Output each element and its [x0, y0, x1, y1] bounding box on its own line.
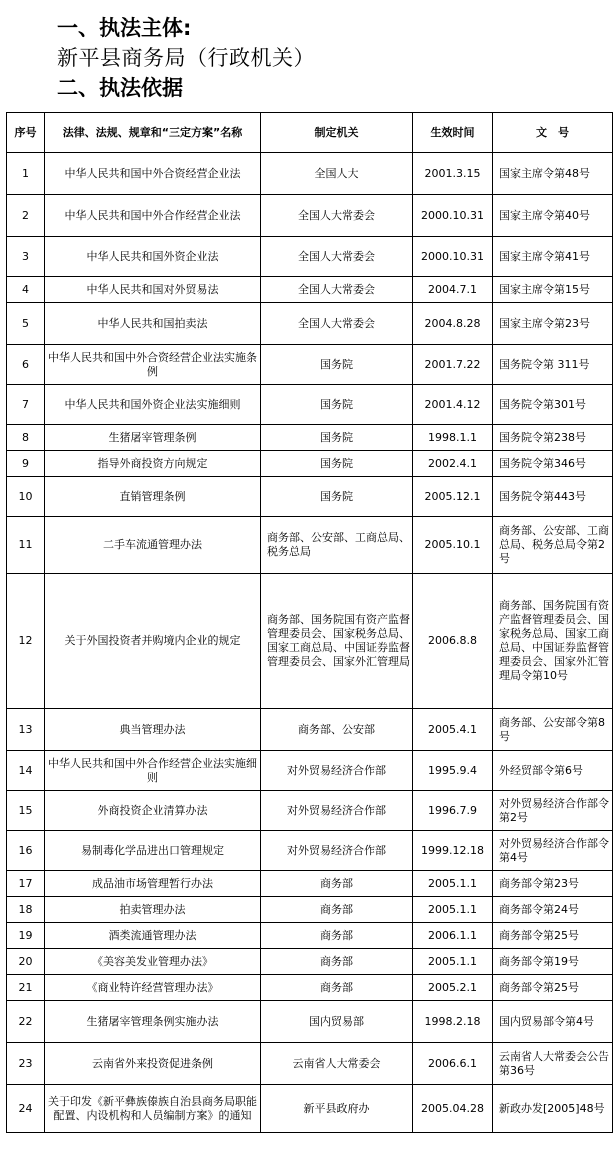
table-row [7, 791, 613, 831]
cell-no: 1 [7, 153, 45, 195]
cell-date: 2005.1.1 [413, 897, 493, 923]
cell-name: 《商业特许经营管理办法》 [45, 975, 261, 1001]
cell-no: 2 [7, 195, 45, 237]
cell-date: 1999.12.18 [413, 831, 493, 871]
cell-date: 1995.9.4 [413, 751, 493, 791]
table-row [7, 237, 613, 277]
cell-no: 13 [7, 709, 45, 751]
cell-doc: 对外贸易经济合作部令第4号 [493, 831, 613, 871]
cell-no: 4 [7, 277, 45, 303]
cell-no: 18 [7, 897, 45, 923]
cell-agency: 对外贸易经济合作部 [261, 751, 413, 791]
cell-date: 2005.12.1 [413, 477, 493, 517]
table-row [7, 303, 613, 345]
cell-doc: 国家主席令第15号 [493, 277, 613, 303]
cell-name: 外商投资企业清算办法 [45, 791, 261, 831]
cell-no: 23 [7, 1043, 45, 1085]
table-row [7, 949, 613, 975]
table-row [7, 1085, 613, 1133]
cell-no: 8 [7, 425, 45, 451]
cell-agency: 云南省人大常委会 [261, 1043, 413, 1085]
table-row [7, 1043, 613, 1085]
cell-name: 酒类流通管理办法 [45, 923, 261, 949]
cell-name: 中华人民共和国中外合资经营企业法 [45, 153, 261, 195]
cell-name: 指导外商投资方向规定 [45, 451, 261, 477]
cell-doc: 商务部令第19号 [493, 949, 613, 975]
cell-name: 生猪屠宰管理条例实施办法 [45, 1001, 261, 1043]
cell-date: 2005.1.1 [413, 949, 493, 975]
cell-no: 15 [7, 791, 45, 831]
cell-doc: 商务部、国务院国有资产监督管理委员会、国家税务总局、国家工商总局、中国证券监督管理委员会、国家外汇管理局令第10号 [493, 574, 613, 709]
cell-no: 10 [7, 477, 45, 517]
cell-doc: 商务部、公安部、工商总局、税务总局令第2号 [493, 517, 613, 574]
table-body [7, 153, 613, 1133]
cell-agency: 国务院 [261, 477, 413, 517]
cell-doc: 国务院令第301号 [493, 385, 613, 425]
cell-date: 2005.2.1 [413, 975, 493, 1001]
cell-doc: 国务院令第346号 [493, 451, 613, 477]
section-heading-enforcement-subject: 一、执法主体: [57, 16, 192, 40]
cell-agency: 国务院 [261, 385, 413, 425]
cell-date: 1998.1.1 [413, 425, 493, 451]
table-row [7, 425, 613, 451]
cell-doc: 商务部令第25号 [493, 923, 613, 949]
cell-no: 21 [7, 975, 45, 1001]
cell-date: 2001.7.22 [413, 345, 493, 385]
cell-name: 关于外国投资者并购境内企业的规定 [45, 574, 261, 709]
cell-agency: 全国人大常委会 [261, 303, 413, 345]
cell-name: 中华人民共和国拍卖法 [45, 303, 261, 345]
cell-name: 中华人民共和国中外合作经营企业法 [45, 195, 261, 237]
cell-name: 中华人民共和国外资企业法实施细则 [45, 385, 261, 425]
cell-doc: 国务院令第238号 [493, 425, 613, 451]
cell-date: 2001.4.12 [413, 385, 493, 425]
table-row [7, 975, 613, 1001]
cell-name: 《美容美发业管理办法》 [45, 949, 261, 975]
table-row [7, 153, 613, 195]
table-row [7, 751, 613, 791]
cell-doc: 新政办发[2005]48号 [493, 1085, 613, 1133]
table-row [7, 477, 613, 517]
cell-doc: 国家主席令第40号 [493, 195, 613, 237]
cell-date: 2000.10.31 [413, 195, 493, 237]
cell-name: 易制毒化学品进出口管理规定 [45, 831, 261, 871]
header-date: 生效时间 [413, 113, 493, 153]
cell-name: 关于印发《新平彝族傣族自治县商务局职能配置、内设机构和人员编制方案》的通知 [45, 1085, 261, 1133]
cell-no: 3 [7, 237, 45, 277]
cell-agency: 国内贸易部 [261, 1001, 413, 1043]
cell-agency: 国务院 [261, 451, 413, 477]
cell-date: 2005.4.1 [413, 709, 493, 751]
cell-date: 1998.2.18 [413, 1001, 493, 1043]
cell-no: 5 [7, 303, 45, 345]
cell-agency: 全国人大常委会 [261, 277, 413, 303]
cell-date: 2004.7.1 [413, 277, 493, 303]
cell-name: 二手车流通管理办法 [45, 517, 261, 574]
cell-agency: 全国人大 [261, 153, 413, 195]
cell-name: 生猪屠宰管理条例 [45, 425, 261, 451]
cell-doc: 商务部令第25号 [493, 975, 613, 1001]
cell-date: 2005.10.1 [413, 517, 493, 574]
cell-date: 2005.1.1 [413, 871, 493, 897]
table-row [7, 871, 613, 897]
cell-doc: 对外贸易经济合作部令第2号 [493, 791, 613, 831]
cell-name: 直销管理条例 [45, 477, 261, 517]
cell-agency: 商务部、公安部 [261, 709, 413, 751]
cell-agency: 全国人大常委会 [261, 195, 413, 237]
cell-no: 19 [7, 923, 45, 949]
header-no: 序号 [7, 113, 45, 153]
cell-doc: 外经贸部令第6号 [493, 751, 613, 791]
cell-no: 20 [7, 949, 45, 975]
table-row [7, 897, 613, 923]
header-name: 法律、法规、规章和“三定方案”名称 [45, 113, 261, 153]
cell-doc: 云南省人大常委会公告第36号 [493, 1043, 613, 1085]
cell-name: 中华人民共和国对外贸易法 [45, 277, 261, 303]
cell-no: 14 [7, 751, 45, 791]
cell-agency: 商务部 [261, 897, 413, 923]
header-agency: 制定机关 [261, 113, 413, 153]
header-doc: 文 号 [493, 113, 613, 153]
cell-agency: 国务院 [261, 345, 413, 385]
cell-doc: 商务部、公安部令第8号 [493, 709, 613, 751]
cell-agency: 国务院 [261, 425, 413, 451]
cell-name: 中华人民共和国中外合资经营企业法实施条例 [45, 345, 261, 385]
table-row [7, 574, 613, 709]
cell-date: 1996.7.9 [413, 791, 493, 831]
cell-doc: 国家主席令第41号 [493, 237, 613, 277]
cell-date: 2004.8.28 [413, 303, 493, 345]
cell-doc: 国家主席令第23号 [493, 303, 613, 345]
cell-agency: 对外贸易经济合作部 [261, 791, 413, 831]
table-row [7, 385, 613, 425]
cell-name: 中华人民共和国中外合作经营企业法实施细则 [45, 751, 261, 791]
cell-doc: 商务部令第24号 [493, 897, 613, 923]
cell-agency: 全国人大常委会 [261, 237, 413, 277]
table-row [7, 831, 613, 871]
cell-agency: 对外贸易经济合作部 [261, 831, 413, 871]
cell-date: 2006.1.1 [413, 923, 493, 949]
cell-date: 2006.6.1 [413, 1043, 493, 1085]
table-row [7, 709, 613, 751]
cell-doc: 国务院令第 311号 [493, 345, 613, 385]
cell-agency: 新平县政府办 [261, 1085, 413, 1133]
cell-doc: 国务院令第443号 [493, 477, 613, 517]
cell-agency: 商务部、公安部、工商总局、税务总局 [261, 517, 413, 574]
section-heading-legal-basis: 二、执法依据 [57, 76, 183, 100]
cell-no: 6 [7, 345, 45, 385]
cell-date: 2005.04.28 [413, 1085, 493, 1133]
cell-date: 2002.4.1 [413, 451, 493, 477]
cell-no: 22 [7, 1001, 45, 1043]
cell-name: 拍卖管理办法 [45, 897, 261, 923]
cell-no: 11 [7, 517, 45, 574]
cell-name: 中华人民共和国外资企业法 [45, 237, 261, 277]
cell-no: 16 [7, 831, 45, 871]
cell-doc: 商务部令第23号 [493, 871, 613, 897]
cell-doc: 国内贸易部令第4号 [493, 1001, 613, 1043]
cell-no: 24 [7, 1085, 45, 1133]
table-row [7, 345, 613, 385]
cell-date: 2000.10.31 [413, 237, 493, 277]
cell-date: 2001.3.15 [413, 153, 493, 195]
table-row [7, 451, 613, 477]
cell-no: 7 [7, 385, 45, 425]
cell-doc: 国家主席令第48号 [493, 153, 613, 195]
table-row [7, 517, 613, 574]
table-row [7, 277, 613, 303]
cell-name: 典当管理办法 [45, 709, 261, 751]
cell-agency: 商务部 [261, 949, 413, 975]
cell-no: 12 [7, 574, 45, 709]
cell-name: 云南省外来投资促进条例 [45, 1043, 261, 1085]
cell-agency: 商务部 [261, 975, 413, 1001]
table-header-row [7, 113, 613, 153]
cell-agency: 商务部 [261, 923, 413, 949]
cell-agency: 商务部 [261, 871, 413, 897]
cell-no: 17 [7, 871, 45, 897]
enforcement-subject-name: 新平县商务局（行政机关） [57, 46, 315, 70]
cell-name: 成品油市场管理暂行办法 [45, 871, 261, 897]
legal-basis-table [6, 112, 613, 1133]
cell-agency: 商务部、国务院国有资产监督管理委员会、国家税务总局、国家工商总局、中国证券监督管理委员会、国家外汇管理局 [261, 574, 413, 709]
cell-no: 9 [7, 451, 45, 477]
table-row [7, 1001, 613, 1043]
table-row [7, 923, 613, 949]
cell-date: 2006.8.8 [413, 574, 493, 709]
table-row [7, 195, 613, 237]
